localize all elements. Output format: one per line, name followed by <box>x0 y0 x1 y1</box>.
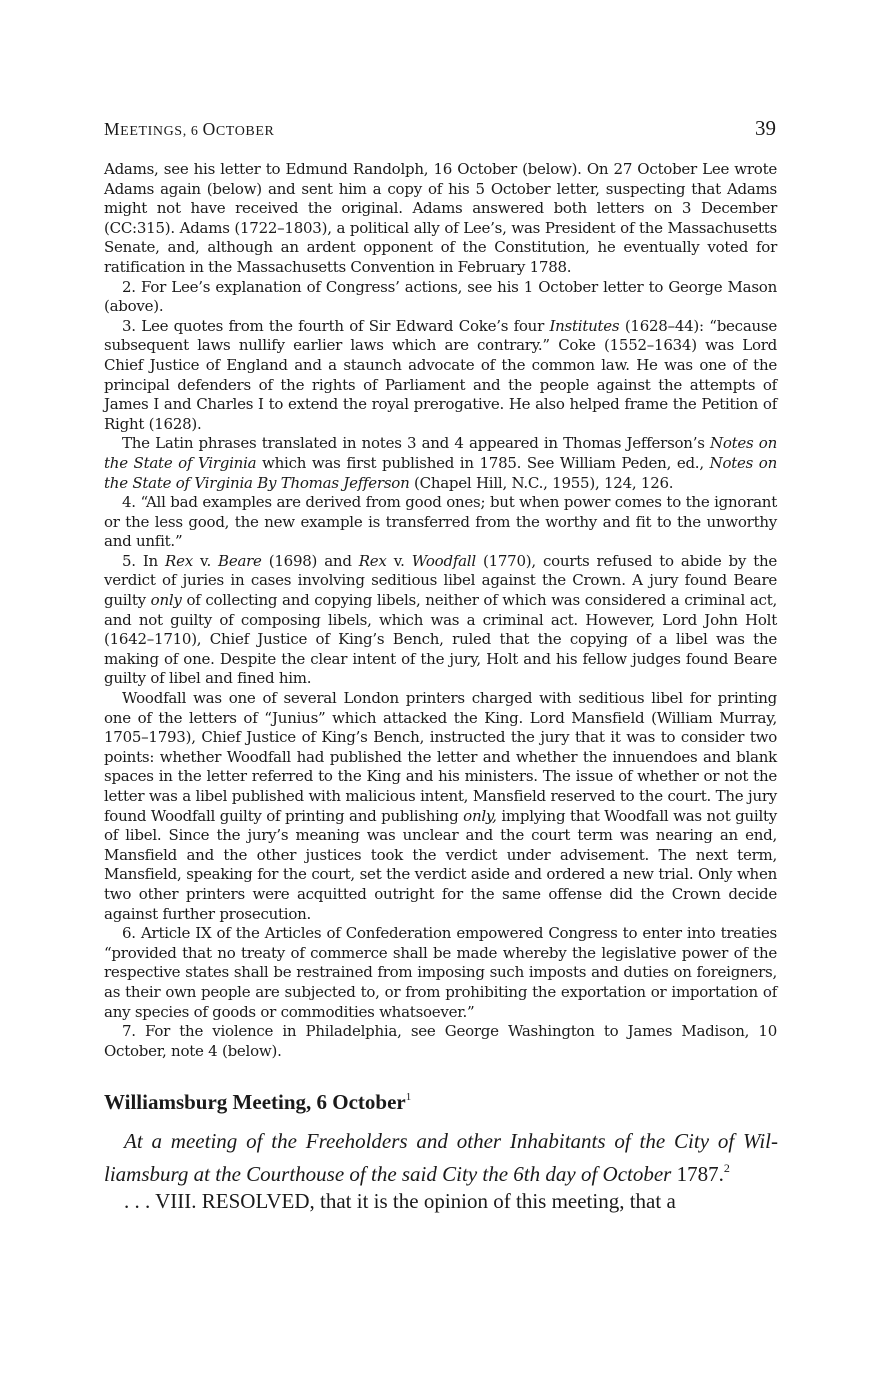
running-head-initial: M <box>104 119 121 139</box>
note-5-text-c: (1698) and <box>261 551 359 570</box>
woodfall-text-b: implying that Woodfall was not guilty of libel. Since the jury’s meaning was unclear and the court term was nearing an end, Mansfield and the other justices took the verdict under advisement. The next term, Mansfield, speaking for the court, set the verdict aside and ordered a new trial. Only when two other printers were acquitted outright for the same offense did the Crown decide against further prosecution. <box>104 806 777 923</box>
note-5-text-e: (1770), courts refused to abide by the verdict of juries in cases involving seditious libel against the Crown. A jury found Beare guilty <box>104 551 778 610</box>
note-5-beare: Beare <box>218 551 262 570</box>
note-5 <box>104 552 777 689</box>
note-5-text-b: v. <box>192 551 219 570</box>
note-5-rex-2: Rex <box>358 551 387 570</box>
note-2: 2. For Lee’s explanation of Congress’ actions, see his 1 October letter to George Mason (above). <box>104 277 777 316</box>
note-5-text-a: 5. In <box>122 551 166 570</box>
latin-text-b: which was first published in 1785. See William Peden, ed., <box>256 453 710 472</box>
resolved-line: . . . VIII. RESOLVED, that it is the opinion of this meeting, that a <box>124 1189 676 1213</box>
note-3-latin-phrases <box>104 434 777 493</box>
running-head-rest-2: CTOBER <box>215 124 275 139</box>
running-head-initial-2: O <box>202 119 216 139</box>
note-3-text-b: (1628–44): “because subsequent laws nullify earlier laws which are contrary.” Coke (1552–1634) was Lord Chief Justice of England and a staunch advocate of the common law. He was one of the principal defenders of the rights of Parliament and the people against the attempts of James I and Charles I to extend the royal prerogative. He also helped frame the Petition of Right (1628). <box>104 316 778 433</box>
note-5-rex-1: Rex <box>165 551 193 570</box>
section-heading-text: Williamsburg Meeting, 6 October <box>104 1090 406 1114</box>
page-number: 39 <box>755 116 776 140</box>
note-7: 7. For the violence in Philadelphia, see George Washington to James Madison, 10 October, note 4 (below). <box>104 1022 777 1060</box>
note-5-only: only <box>150 591 182 610</box>
note-5-text-d: v. <box>386 551 412 570</box>
latin-text-a: The Latin phrases translated in notes 3 and 4 appeared in Thomas Jefferson’s <box>122 434 710 453</box>
latin-notes-title: Notes on the State of Virginia <box>104 434 777 472</box>
running-head-title <box>104 119 274 140</box>
latin-text-c: (Chapel Hill, N.C., 1955), 124, 126. <box>409 473 674 492</box>
woodfall-text-a: Woodfall was one of several London printers charged with seditious libel for printing one of the letters of “Junius” which attacked the King. Lord Mansfield (William Murray, 1705–1793), Chief Justice of King’s Bench, instructed the jury that it was to consider two points: whether Woodfall had published the letter and whether the innuendoes and blank spaces in the letter referred to the King and his ministers. The issue of whether or not the letter was a libel published with malicious intent, Mansfield reserved to the court. The jury found Woodfall guilty of printing and publishing <box>104 689 777 825</box>
section-heading <box>104 1090 411 1115</box>
section-heading-note-ref: 1 <box>405 1091 412 1103</box>
note-5-woodfall-paragraph <box>104 689 777 924</box>
document-text <box>104 1128 778 1215</box>
woodfall-only: only, <box>463 806 497 825</box>
note-3-institutes: Institutes <box>549 316 620 335</box>
meeting-intro-year: 1787. <box>671 1162 724 1186</box>
running-head <box>104 116 776 141</box>
note-3 <box>104 317 777 435</box>
endnotes <box>104 160 777 1061</box>
meeting-intro-note-ref: 2 <box>723 1161 730 1175</box>
note-6: 6. Article IX of the Articles of Confederation empowered Congress to enter into treaties “provided that no treaty of commerce shall be made whereby the legislative power of the respective states shall be restrained from imposing such imposts and duties on foreigners, as their own people are subjected to, or from prohibiting the exportation or importation of any species of goods or commodities whatsoever.” <box>104 924 777 1021</box>
note-5-text-f: of collecting and copying libels, neither of which was considered a criminal act, and not guilty of composing libels, which was a criminal act. However, Lord John Holt (1642–1710), Chief Justice of King’s Bench, ruled that the copying of a libel was the making of one. Despite the clear intent of the jury, Holt and his fellow judges found Beare guilty of libel and fined him. <box>104 591 777 688</box>
running-head-rest: EETINGS, 6 <box>120 124 203 139</box>
note-4: 4. “All bad examples are derived from good ones; but when power comes to the ignorant or the less good, the new example is transferred from the worthy and fit to the unworthy and unfit.” <box>104 493 777 551</box>
latin-notes-title-2: Notes on the State of Virginia By Thomas Jefferson <box>104 453 777 492</box>
note-3-text-a: 3. Lee quotes from the fourth of Sir Edward Coke’s four <box>122 316 550 335</box>
meeting-intro-italic: At a meeting of the Freeholders and other Inhabitants of the City of Williamsburg at the Courthouse of the said City the 6th day of October <box>104 1129 778 1186</box>
note-5-woodfall: Woodfall <box>411 551 476 570</box>
note-continuation: Adams, see his letter to Edmund Randolph, 16 October (below). On 27 October Lee wrote Adams again (below) and sent him a copy of his 5 October letter, suspecting that Adams might not have received the original. Adams answered both letters on 3 December (CC:315). Adams (1722–1803), a political ally of Lee’s, was President of the Massachusetts Senate, and, although an ardent opponent of the Constitution, he eventually voted for ratification in the Massachusetts Convention in February 1788. <box>104 160 777 276</box>
meeting-intro <box>104 1128 778 1188</box>
